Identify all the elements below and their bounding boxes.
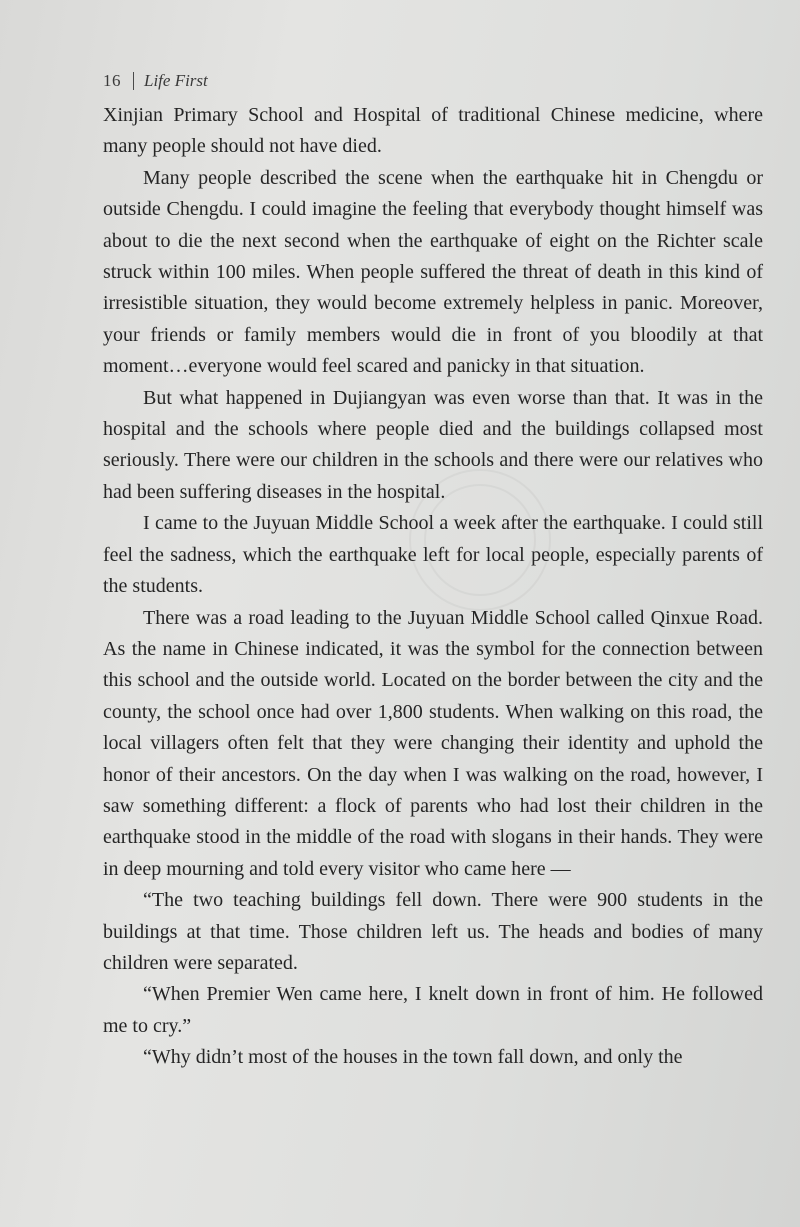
paragraph: But what happened in Dujiangyan was even worse than that. It was in the hospital and the schools where people died and the buildings collapsed most seriously. There were our children in the schools and there were our relatives who had been suffering diseases in the hospital. [103, 386, 763, 503]
book-title: Life First [144, 71, 208, 90]
book-page [103, 66, 763, 1074]
paragraph: Xinjian Primary School and Hospital of traditional Chinese medicine, where many people should not have died. [103, 104, 763, 158]
paragraph: “When Premier Wen came here, I knelt down in front of him. He followed me to cry.” [103, 983, 763, 1037]
paragraph: “The two teaching buildings fell down. There were 900 students in the buildings at that time. Those children left us. The heads and bodies of many children were separated. [103, 889, 763, 974]
paragraph: I came to the Juyuan Middle School a week after the earthquake. I could still feel the sadness, which the earthquake left for local people, especially parents of the students. [103, 512, 763, 598]
running-head [103, 66, 763, 96]
paragraph: Many people described the scene when the earthquake hit in Chengdu or outside Chengdu. I could imagine the feeling that everybody thought himself was about to die the next second when the earthquake of eight on the Richter scale struck within 100 miles. When people suffered the threat of death in this kind of irresistible situation, they would become extremely helpless in panic. Moreover, your friends or family members would die in front of you bloodily at that moment…everyone would feel scared and panicky in that situation. [103, 166, 763, 378]
paragraph: There was a road leading to the Juyuan Middle School called Qinxue Road. As the name in Chinese indicated, it was the symbol for the connection between this school and the outside world. Located on the border between the city and the county, the school once had over 1,800 students. When walking on this road, the local villagers often felt that they were changing their identity and uphold the honor of their ancestors. On the day when I was walking on the road, however, I saw something different: a flock of parents who had lost their children in the earthquake stood in the middle of the road with slogans in their hands. They were in deep mourning and told every visitor who came here — [103, 606, 763, 880]
body-text [103, 100, 763, 1074]
page-number: 16 [103, 71, 121, 90]
paragraph: “Why didn’t most of the houses in the town fall down, and only the [143, 1046, 683, 1069]
header-divider [133, 72, 134, 90]
